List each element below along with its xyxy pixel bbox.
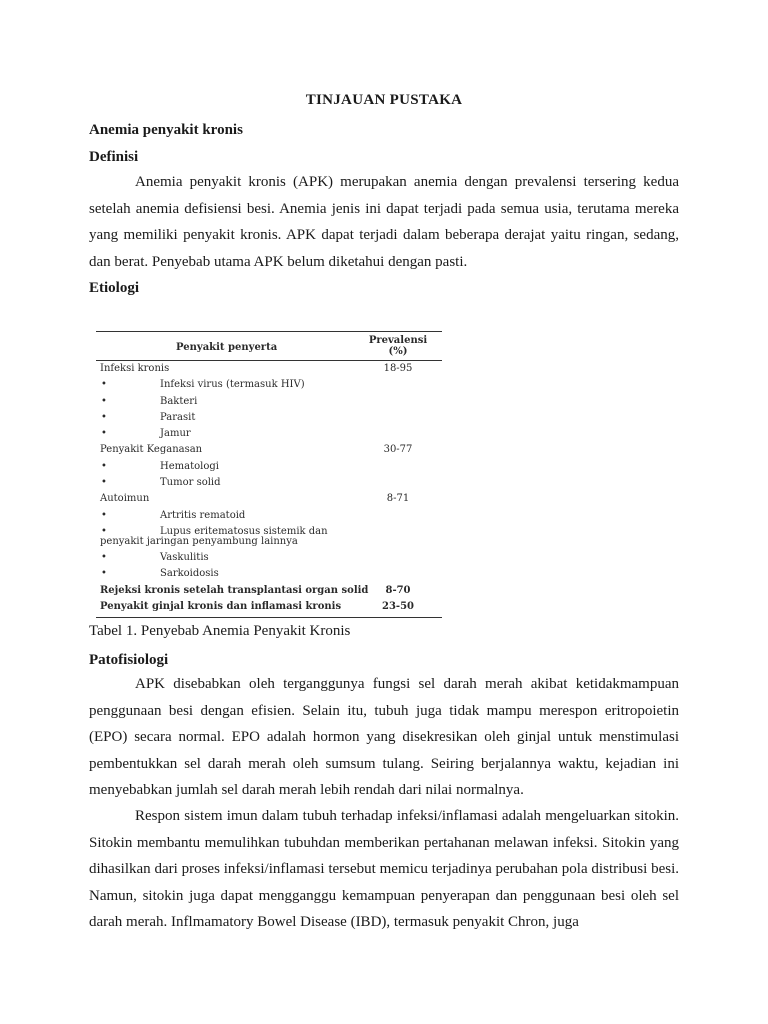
row-prevalence: 23-50 (382, 600, 414, 612)
row-label: Hematologi (160, 460, 219, 472)
table-row (96, 566, 442, 582)
row-label: Autoimun (100, 493, 150, 505)
row-prevalence: 30-77 (383, 444, 413, 456)
table-row (96, 394, 442, 410)
row-label: Parasit (160, 411, 196, 423)
table-row (96, 491, 442, 507)
row-label: Penyakit ginjal kronis dan inflamasi kronis (100, 600, 342, 612)
row-label: Artritis rematoid (160, 509, 246, 521)
table-row (96, 459, 442, 475)
page-title: TINJAUAN PUSTAKA (305, 92, 463, 108)
table-caption: Tabel 1. Penyebab Anemia Penyakit Kronis (89, 623, 351, 639)
row-label-continued: penyakit jaringan penyambung lainnya (100, 535, 298, 547)
table-row (96, 475, 442, 491)
table-row (96, 410, 442, 426)
row-label: Penyakit Keganasan (100, 444, 203, 456)
patofisiologi-paragraph-1: APK disebabkan oleh terganggunya fungsi sel darah merah akibat ketidakmampuan penggunaan besi dengan efisien. Selain itu, tubuh juga tidak mampu merespon eritropoietin (EPO) secara normal. EPO adalah hormon yang disekresikan oleh ginjal untuk menstimulasi pembentukkan sel darah merah oleh sumsum tulang. Seiring berjalannya waktu, kejadian ini menyebabkan jumlah sel darah merah lebih rendah dari nilai normalnya. (89, 676, 679, 798)
section-heading: Anemia penyakit kronis (89, 122, 243, 138)
row-label: Lupus eritematosus sistemik dan (160, 525, 328, 537)
table-row (96, 426, 442, 442)
col-header-disease: Penyakit penyerta (176, 342, 278, 353)
col-header-prevalence-line1: Prevalensi (368, 335, 428, 346)
col-header-prevalence-line2: (%) (388, 346, 408, 357)
row-label: Vaskulitis (160, 551, 209, 563)
bullet-mark: • (101, 379, 107, 391)
bullet-mark: • (101, 428, 107, 440)
table-row (96, 583, 442, 599)
table-header (96, 332, 442, 361)
row-label: Tumor solid (160, 477, 221, 489)
row-label: Infeksi kronis (100, 363, 170, 374)
table-row (96, 361, 442, 377)
bullet-mark: • (101, 525, 107, 537)
row-label: Infeksi virus (termasuk HIV) (160, 379, 305, 391)
definisi-heading: Definisi (89, 149, 139, 165)
table-row (96, 442, 442, 458)
row-label: Jamur (160, 428, 191, 440)
patofisiologi-paragraph-2: Respon sistem imun dalam tubuh terhadap infeksi/inflamasi adalah mengeluarkan sitokin. Sitokin membantu memulihkan tubuhdan memberikan pertahanan melawan infeksi. Sitokin yang dihasilkan dari proses infeksi/inflamasi tersebut memicu terjadinya perubahan pola distribusi besi. Namun, sitokin juga dapat mengganggu kemampuan penyerapan dan penggunaan besi oleh sel darah merah. Inflmamatory Bowel Disease (IBD), termasuk penyakit Chron, juga (89, 808, 679, 930)
row-prevalence: 8-70 (385, 584, 411, 596)
table-row (96, 599, 442, 615)
bullet-mark: • (101, 551, 107, 563)
row-prevalence: 18-95 (383, 363, 413, 374)
etiology-table (96, 331, 442, 618)
definisi-paragraph: Anemia penyakit kronis (APK) merupakan anemia dengan prevalensi tersering kedua setelah anemia defisiensi besi. Anemia jenis ini dapat terjadi pada semua usia, terutama mereka yang memiliki penyakit kronis. APK dapat terjadi dalam beberapa derajat yaitu ringan, sedang, dan berat. Penyebab utama APK belum diketahui dengan pasti. (89, 174, 679, 270)
bullet-mark: • (101, 460, 107, 472)
bullet-mark: • (101, 411, 107, 423)
row-label: Rejeksi kronis setelah transplantasi organ solid (100, 584, 369, 596)
bullet-mark: • (101, 395, 107, 407)
col-header-prevalence (358, 335, 438, 357)
row-label: Bakteri (160, 395, 198, 407)
etiologi-heading: Etiologi (89, 280, 140, 296)
table-row (96, 377, 442, 393)
bullet-mark: • (101, 509, 107, 521)
table-row (96, 508, 442, 524)
table-row (96, 524, 442, 550)
patofisiologi-heading: Patofisiologi (89, 652, 169, 668)
bullet-mark: • (101, 568, 107, 580)
table-bottom-rule (96, 617, 442, 618)
table-body (96, 361, 442, 615)
row-prevalence: 8-71 (386, 493, 410, 505)
bullet-mark: • (101, 477, 107, 489)
table-row (96, 550, 442, 566)
row-label: Sarkoidosis (160, 568, 219, 580)
